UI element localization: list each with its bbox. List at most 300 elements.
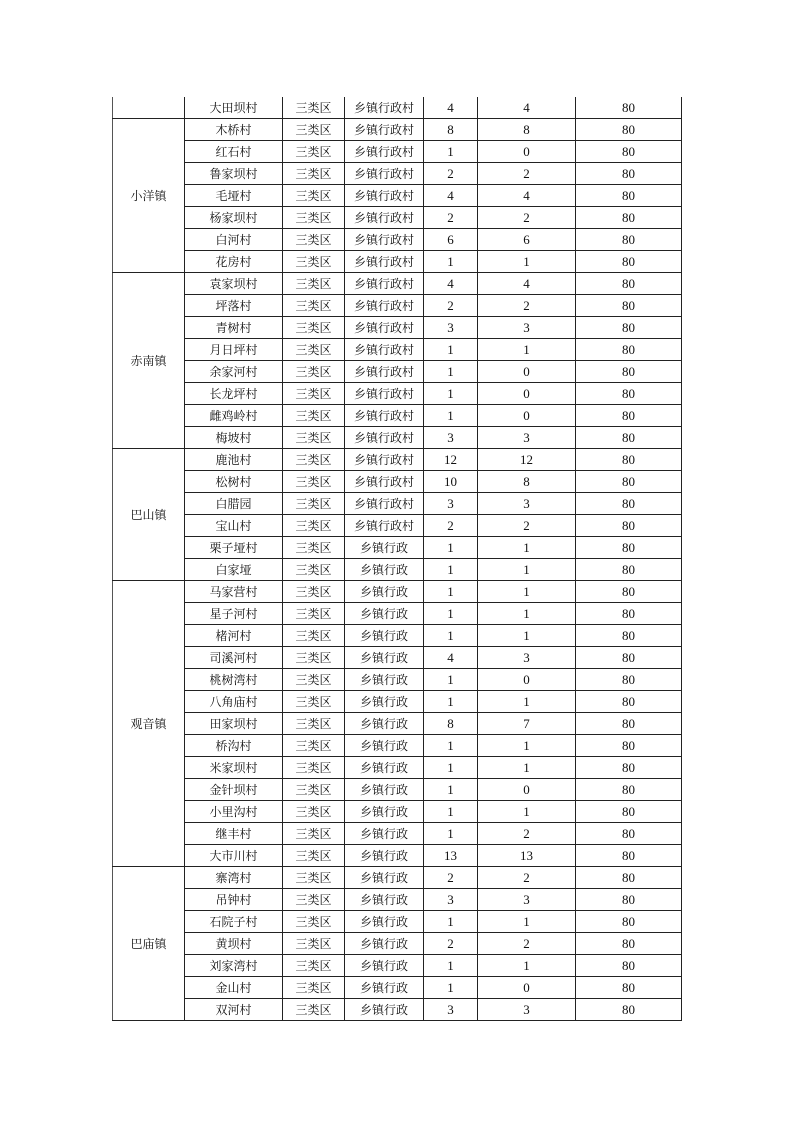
table-row xyxy=(113,581,682,603)
village-name-cell: 桥沟村 xyxy=(185,735,283,757)
count-b-cell: 2 xyxy=(478,207,576,229)
zone-class-cell: 三类区 xyxy=(283,207,345,229)
count-a-cell: 3 xyxy=(424,889,478,911)
admin-type-cell: 乡镇行政 xyxy=(345,955,424,977)
zone-class-cell: 三类区 xyxy=(283,669,345,691)
score-cell: 80 xyxy=(576,691,682,713)
count-b-cell: 1 xyxy=(478,955,576,977)
count-a-cell: 2 xyxy=(424,207,478,229)
table-row xyxy=(113,889,682,911)
table-row xyxy=(113,493,682,515)
admin-type-cell: 乡镇行政村 xyxy=(345,339,424,361)
count-a-cell: 1 xyxy=(424,779,478,801)
admin-type-cell: 乡镇行政村 xyxy=(345,427,424,449)
score-cell: 80 xyxy=(576,383,682,405)
table-row xyxy=(113,383,682,405)
count-b-cell: 1 xyxy=(478,911,576,933)
count-b-cell: 1 xyxy=(478,559,576,581)
village-name-cell: 吊钟村 xyxy=(185,889,283,911)
admin-type-cell: 乡镇行政村 xyxy=(345,515,424,537)
score-cell: 80 xyxy=(576,999,682,1021)
village-name-cell: 梅坡村 xyxy=(185,427,283,449)
village-name-cell: 星子河村 xyxy=(185,603,283,625)
village-name-cell: 栗子垭村 xyxy=(185,537,283,559)
count-a-cell: 1 xyxy=(424,559,478,581)
zone-class-cell: 三类区 xyxy=(283,647,345,669)
count-a-cell: 2 xyxy=(424,295,478,317)
score-cell: 80 xyxy=(576,427,682,449)
village-name-cell: 松树村 xyxy=(185,471,283,493)
count-a-cell: 3 xyxy=(424,317,478,339)
village-name-cell: 白家垭 xyxy=(185,559,283,581)
zone-class-cell: 三类区 xyxy=(283,625,345,647)
count-b-cell: 1 xyxy=(478,603,576,625)
count-a-cell: 2 xyxy=(424,163,478,185)
table-row xyxy=(113,163,682,185)
score-cell: 80 xyxy=(576,889,682,911)
score-cell: 80 xyxy=(576,911,682,933)
village-name-cell: 长龙坪村 xyxy=(185,383,283,405)
village-name-cell: 白河村 xyxy=(185,229,283,251)
score-cell: 80 xyxy=(576,625,682,647)
village-name-cell: 金山村 xyxy=(185,977,283,999)
table-row xyxy=(113,361,682,383)
table-row xyxy=(113,933,682,955)
zone-class-cell: 三类区 xyxy=(283,581,345,603)
village-name-cell: 木桥村 xyxy=(185,119,283,141)
table-row xyxy=(113,119,682,141)
score-cell: 80 xyxy=(576,801,682,823)
zone-class-cell: 三类区 xyxy=(283,735,345,757)
village-name-cell: 毛垭村 xyxy=(185,185,283,207)
count-b-cell: 0 xyxy=(478,977,576,999)
table-row xyxy=(113,669,682,691)
score-cell: 80 xyxy=(576,955,682,977)
count-b-cell: 3 xyxy=(478,493,576,515)
admin-type-cell: 乡镇行政 xyxy=(345,581,424,603)
count-b-cell: 12 xyxy=(478,449,576,471)
count-b-cell: 1 xyxy=(478,757,576,779)
admin-type-cell: 乡镇行政村 xyxy=(345,163,424,185)
zone-class-cell: 三类区 xyxy=(283,361,345,383)
score-cell: 80 xyxy=(576,977,682,999)
zone-class-cell: 三类区 xyxy=(283,823,345,845)
score-cell: 80 xyxy=(576,229,682,251)
score-cell: 80 xyxy=(576,273,682,295)
zone-class-cell: 三类区 xyxy=(283,405,345,427)
admin-type-cell: 乡镇行政 xyxy=(345,691,424,713)
admin-type-cell: 乡镇行政 xyxy=(345,889,424,911)
count-a-cell: 1 xyxy=(424,141,478,163)
count-a-cell: 8 xyxy=(424,119,478,141)
village-name-cell: 杨家坝村 xyxy=(185,207,283,229)
table-row xyxy=(113,801,682,823)
admin-type-cell: 乡镇行政村 xyxy=(345,449,424,471)
table-row xyxy=(113,273,682,295)
admin-type-cell: 乡镇行政村 xyxy=(345,185,424,207)
table-row xyxy=(113,405,682,427)
zone-class-cell: 三类区 xyxy=(283,537,345,559)
zone-class-cell: 三类区 xyxy=(283,493,345,515)
count-b-cell: 0 xyxy=(478,669,576,691)
village-name-cell: 袁家坝村 xyxy=(185,273,283,295)
admin-type-cell: 乡镇行政村 xyxy=(345,207,424,229)
table-row xyxy=(113,735,682,757)
admin-type-cell: 乡镇行政村 xyxy=(345,471,424,493)
score-cell: 80 xyxy=(576,339,682,361)
zone-class-cell: 三类区 xyxy=(283,141,345,163)
zone-class-cell: 三类区 xyxy=(283,273,345,295)
table-row xyxy=(113,317,682,339)
count-b-cell: 6 xyxy=(478,229,576,251)
village-name-cell: 余家河村 xyxy=(185,361,283,383)
score-cell: 80 xyxy=(576,757,682,779)
count-a-cell: 3 xyxy=(424,493,478,515)
zone-class-cell: 三类区 xyxy=(283,999,345,1021)
admin-type-cell: 乡镇行政 xyxy=(345,537,424,559)
zone-class-cell: 三类区 xyxy=(283,229,345,251)
village-name-cell: 青树村 xyxy=(185,317,283,339)
score-cell: 80 xyxy=(576,361,682,383)
count-a-cell: 4 xyxy=(424,647,478,669)
score-cell: 80 xyxy=(576,97,682,119)
zone-class-cell: 三类区 xyxy=(283,427,345,449)
count-b-cell: 2 xyxy=(478,515,576,537)
count-a-cell: 1 xyxy=(424,625,478,647)
admin-type-cell: 乡镇行政村 xyxy=(345,405,424,427)
count-a-cell: 4 xyxy=(424,97,478,119)
score-cell: 80 xyxy=(576,779,682,801)
count-a-cell: 2 xyxy=(424,515,478,537)
table-row xyxy=(113,977,682,999)
table-row xyxy=(113,691,682,713)
score-cell: 80 xyxy=(576,823,682,845)
score-cell: 80 xyxy=(576,405,682,427)
score-cell: 80 xyxy=(576,603,682,625)
count-a-cell: 1 xyxy=(424,339,478,361)
count-b-cell: 1 xyxy=(478,801,576,823)
zone-class-cell: 三类区 xyxy=(283,251,345,273)
village-name-cell: 雌鸡岭村 xyxy=(185,405,283,427)
village-name-cell: 小里沟村 xyxy=(185,801,283,823)
count-a-cell: 10 xyxy=(424,471,478,493)
admin-type-cell: 乡镇行政村 xyxy=(345,383,424,405)
zone-class-cell: 三类区 xyxy=(283,713,345,735)
table-row xyxy=(113,141,682,163)
score-cell: 80 xyxy=(576,251,682,273)
admin-type-cell: 乡镇行政村 xyxy=(345,361,424,383)
table-row xyxy=(113,537,682,559)
table-row xyxy=(113,185,682,207)
score-cell: 80 xyxy=(576,933,682,955)
village-name-cell: 月日坪村 xyxy=(185,339,283,361)
village-name-cell: 马家营村 xyxy=(185,581,283,603)
admin-type-cell: 乡镇行政村 xyxy=(345,273,424,295)
zone-class-cell: 三类区 xyxy=(283,955,345,977)
count-b-cell: 2 xyxy=(478,823,576,845)
admin-type-cell: 乡镇行政村 xyxy=(345,229,424,251)
village-name-cell: 坪落村 xyxy=(185,295,283,317)
village-name-cell: 米家坝村 xyxy=(185,757,283,779)
zone-class-cell: 三类区 xyxy=(283,317,345,339)
town-cell: 巴山镇 xyxy=(113,449,185,581)
village-name-cell: 寨湾村 xyxy=(185,867,283,889)
count-a-cell: 6 xyxy=(424,229,478,251)
count-b-cell: 1 xyxy=(478,339,576,361)
score-cell: 80 xyxy=(576,207,682,229)
admin-type-cell: 乡镇行政 xyxy=(345,933,424,955)
zone-class-cell: 三类区 xyxy=(283,889,345,911)
zone-class-cell: 三类区 xyxy=(283,383,345,405)
score-cell: 80 xyxy=(576,493,682,515)
village-name-cell: 双河村 xyxy=(185,999,283,1021)
admin-type-cell: 乡镇行政 xyxy=(345,779,424,801)
score-cell: 80 xyxy=(576,163,682,185)
count-b-cell: 3 xyxy=(478,999,576,1021)
count-a-cell: 4 xyxy=(424,273,478,295)
admin-type-cell: 乡镇行政村 xyxy=(345,251,424,273)
count-b-cell: 1 xyxy=(478,581,576,603)
table-row xyxy=(113,625,682,647)
admin-type-cell: 乡镇行政 xyxy=(345,603,424,625)
village-name-cell: 八角庙村 xyxy=(185,691,283,713)
admin-type-cell: 乡镇行政 xyxy=(345,757,424,779)
village-table xyxy=(112,97,682,1021)
village-name-cell: 田家坝村 xyxy=(185,713,283,735)
village-name-cell: 大市川村 xyxy=(185,845,283,867)
score-cell: 80 xyxy=(576,471,682,493)
table-row xyxy=(113,471,682,493)
count-b-cell: 7 xyxy=(478,713,576,735)
count-b-cell: 0 xyxy=(478,405,576,427)
score-cell: 80 xyxy=(576,867,682,889)
count-a-cell: 1 xyxy=(424,383,478,405)
score-cell: 80 xyxy=(576,317,682,339)
town-cell: 观音镇 xyxy=(113,581,185,867)
admin-type-cell: 乡镇行政村 xyxy=(345,119,424,141)
admin-type-cell: 乡镇行政村 xyxy=(345,493,424,515)
village-name-cell: 宝山村 xyxy=(185,515,283,537)
count-a-cell: 3 xyxy=(424,999,478,1021)
village-name-cell: 红石村 xyxy=(185,141,283,163)
village-name-cell: 花房村 xyxy=(185,251,283,273)
zone-class-cell: 三类区 xyxy=(283,471,345,493)
count-b-cell: 1 xyxy=(478,537,576,559)
zone-class-cell: 三类区 xyxy=(283,603,345,625)
village-name-cell: 金针坝村 xyxy=(185,779,283,801)
zone-class-cell: 三类区 xyxy=(283,449,345,471)
zone-class-cell: 三类区 xyxy=(283,933,345,955)
score-cell: 80 xyxy=(576,669,682,691)
table-row xyxy=(113,97,682,119)
score-cell: 80 xyxy=(576,713,682,735)
admin-type-cell: 乡镇行政 xyxy=(345,735,424,757)
table-row xyxy=(113,603,682,625)
count-b-cell: 0 xyxy=(478,141,576,163)
table-row xyxy=(113,229,682,251)
table-row xyxy=(113,449,682,471)
count-a-cell: 1 xyxy=(424,757,478,779)
village-name-cell: 司溪河村 xyxy=(185,647,283,669)
village-name-cell: 鹿池村 xyxy=(185,449,283,471)
count-b-cell: 1 xyxy=(478,691,576,713)
count-b-cell: 4 xyxy=(478,185,576,207)
table-row xyxy=(113,207,682,229)
count-b-cell: 3 xyxy=(478,427,576,449)
table-row xyxy=(113,867,682,889)
count-a-cell: 1 xyxy=(424,977,478,999)
village-table-body xyxy=(113,97,682,1021)
admin-type-cell: 乡镇行政村 xyxy=(345,317,424,339)
table-row xyxy=(113,295,682,317)
count-a-cell: 1 xyxy=(424,581,478,603)
count-b-cell: 1 xyxy=(478,735,576,757)
table-row xyxy=(113,647,682,669)
count-b-cell: 8 xyxy=(478,471,576,493)
score-cell: 80 xyxy=(576,647,682,669)
zone-class-cell: 三类区 xyxy=(283,295,345,317)
count-a-cell: 4 xyxy=(424,185,478,207)
count-b-cell: 2 xyxy=(478,295,576,317)
count-b-cell: 8 xyxy=(478,119,576,141)
village-name-cell: 石院子村 xyxy=(185,911,283,933)
admin-type-cell: 乡镇行政 xyxy=(345,911,424,933)
zone-class-cell: 三类区 xyxy=(283,119,345,141)
zone-class-cell: 三类区 xyxy=(283,911,345,933)
score-cell: 80 xyxy=(576,735,682,757)
count-b-cell: 1 xyxy=(478,625,576,647)
count-a-cell: 1 xyxy=(424,801,478,823)
count-b-cell: 4 xyxy=(478,97,576,119)
village-name-cell: 楮河村 xyxy=(185,625,283,647)
admin-type-cell: 乡镇行政村 xyxy=(345,97,424,119)
count-a-cell: 13 xyxy=(424,845,478,867)
table-row xyxy=(113,251,682,273)
count-a-cell: 1 xyxy=(424,823,478,845)
score-cell: 80 xyxy=(576,295,682,317)
table-row xyxy=(113,779,682,801)
town-cell: 小洋镇 xyxy=(113,119,185,273)
town-cell xyxy=(113,97,185,119)
score-cell: 80 xyxy=(576,845,682,867)
count-a-cell: 1 xyxy=(424,537,478,559)
zone-class-cell: 三类区 xyxy=(283,185,345,207)
village-name-cell: 白腊园 xyxy=(185,493,283,515)
count-a-cell: 1 xyxy=(424,251,478,273)
table-row xyxy=(113,757,682,779)
admin-type-cell: 乡镇行政 xyxy=(345,669,424,691)
count-a-cell: 1 xyxy=(424,361,478,383)
zone-class-cell: 三类区 xyxy=(283,339,345,361)
count-b-cell: 0 xyxy=(478,383,576,405)
admin-type-cell: 乡镇行政 xyxy=(345,559,424,581)
admin-type-cell: 乡镇行政 xyxy=(345,867,424,889)
score-cell: 80 xyxy=(576,537,682,559)
zone-class-cell: 三类区 xyxy=(283,845,345,867)
zone-class-cell: 三类区 xyxy=(283,977,345,999)
count-b-cell: 0 xyxy=(478,361,576,383)
admin-type-cell: 乡镇行政 xyxy=(345,713,424,735)
zone-class-cell: 三类区 xyxy=(283,691,345,713)
count-a-cell: 8 xyxy=(424,713,478,735)
count-a-cell: 1 xyxy=(424,603,478,625)
zone-class-cell: 三类区 xyxy=(283,801,345,823)
count-b-cell: 3 xyxy=(478,647,576,669)
table-row xyxy=(113,911,682,933)
admin-type-cell: 乡镇行政 xyxy=(345,845,424,867)
score-cell: 80 xyxy=(576,559,682,581)
zone-class-cell: 三类区 xyxy=(283,163,345,185)
count-b-cell: 3 xyxy=(478,317,576,339)
admin-type-cell: 乡镇行政村 xyxy=(345,295,424,317)
village-name-cell: 鲁家坝村 xyxy=(185,163,283,185)
table-row xyxy=(113,845,682,867)
score-cell: 80 xyxy=(576,141,682,163)
town-cell: 巴庙镇 xyxy=(113,867,185,1021)
count-b-cell: 13 xyxy=(478,845,576,867)
count-a-cell: 3 xyxy=(424,427,478,449)
table-row xyxy=(113,427,682,449)
score-cell: 80 xyxy=(576,185,682,207)
table-row xyxy=(113,515,682,537)
table-row xyxy=(113,823,682,845)
town-cell: 赤南镇 xyxy=(113,273,185,449)
count-a-cell: 1 xyxy=(424,405,478,427)
count-b-cell: 2 xyxy=(478,867,576,889)
count-b-cell: 0 xyxy=(478,779,576,801)
count-a-cell: 1 xyxy=(424,669,478,691)
count-a-cell: 1 xyxy=(424,911,478,933)
zone-class-cell: 三类区 xyxy=(283,867,345,889)
table-row xyxy=(113,559,682,581)
admin-type-cell: 乡镇行政 xyxy=(345,977,424,999)
table-row xyxy=(113,339,682,361)
zone-class-cell: 三类区 xyxy=(283,97,345,119)
admin-type-cell: 乡镇行政 xyxy=(345,647,424,669)
village-name-cell: 桃树湾村 xyxy=(185,669,283,691)
count-a-cell: 1 xyxy=(424,955,478,977)
count-a-cell: 2 xyxy=(424,867,478,889)
village-name-cell: 刘家湾村 xyxy=(185,955,283,977)
score-cell: 80 xyxy=(576,449,682,471)
admin-type-cell: 乡镇行政 xyxy=(345,823,424,845)
village-name-cell: 继丰村 xyxy=(185,823,283,845)
admin-type-cell: 乡镇行政村 xyxy=(345,141,424,163)
count-b-cell: 3 xyxy=(478,889,576,911)
count-a-cell: 2 xyxy=(424,933,478,955)
count-a-cell: 1 xyxy=(424,691,478,713)
score-cell: 80 xyxy=(576,119,682,141)
count-b-cell: 4 xyxy=(478,273,576,295)
zone-class-cell: 三类区 xyxy=(283,779,345,801)
count-b-cell: 1 xyxy=(478,251,576,273)
table-row xyxy=(113,955,682,977)
zone-class-cell: 三类区 xyxy=(283,559,345,581)
zone-class-cell: 三类区 xyxy=(283,757,345,779)
table-row xyxy=(113,713,682,735)
score-cell: 80 xyxy=(576,581,682,603)
admin-type-cell: 乡镇行政 xyxy=(345,801,424,823)
village-name-cell: 黄坝村 xyxy=(185,933,283,955)
score-cell: 80 xyxy=(576,515,682,537)
admin-type-cell: 乡镇行政 xyxy=(345,625,424,647)
count-a-cell: 1 xyxy=(424,735,478,757)
zone-class-cell: 三类区 xyxy=(283,515,345,537)
village-name-cell: 大田坝村 xyxy=(185,97,283,119)
admin-type-cell: 乡镇行政 xyxy=(345,999,424,1021)
count-a-cell: 12 xyxy=(424,449,478,471)
table-row xyxy=(113,999,682,1021)
